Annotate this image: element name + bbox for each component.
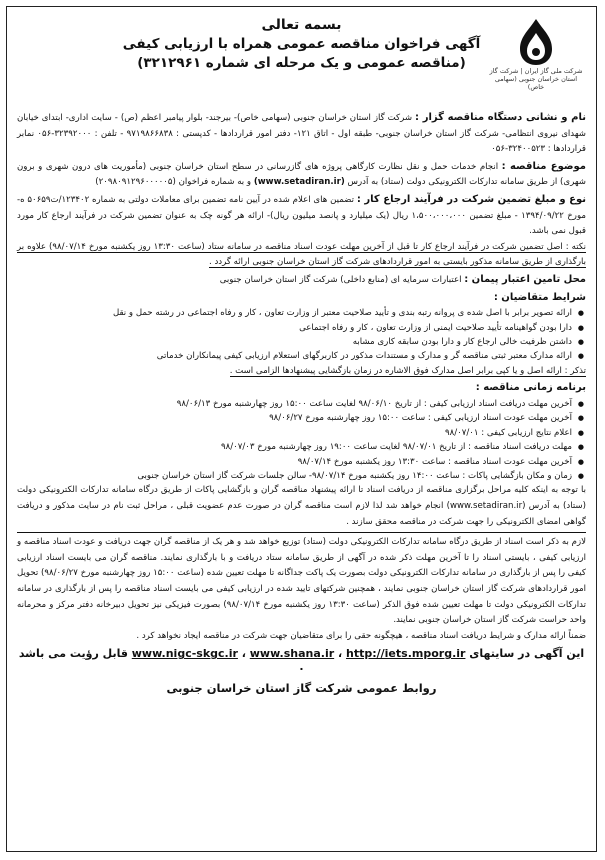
websites-prefix: این آگهی در سایتهای: [469, 647, 585, 661]
flame-icon: [514, 17, 558, 67]
list-item: ● ارائه مدارک معتبر ثبتی مناقصه گر و مدارک و مستندات مذکور در کاربرگهای استعلام ارزیابی کیفی پیمانکاران خدماتی: [17, 349, 572, 363]
guarantee-text: تضمین های اعلام شده در آیین نامه تضمین برای معاملات دولتی به شماره ۱۲۳۴۰۲/ت۵۰۶۵۹ ه- مورخ ۱۳۹۴/۰۹/۲۲ - مبلغ تضمین ۱،۵۰۰،۰۰۰،۰۰۰ ریال (یک میلیارد و پانصد میلیون ریال)- ارائه هر گونه چک به عنوان تضمین شرکت در فرآیند ارجاع کار مورد قبول نمی باشد.: [17, 194, 586, 237]
schedule-list: [17, 397, 586, 483]
websites-suffix: قابل رؤیت می باشد .: [18, 647, 304, 674]
list-item: ● ارائه تصویر برابر با اصل شده ی پروانه رتبه بندی و تأیید صلاحیت معتبر از وزارت تعاون ، کار و رفاه اجتماعی در رشته حمل و نقل: [17, 306, 572, 320]
section-guarantee: [17, 192, 586, 271]
nigc-logo: [486, 17, 586, 91]
subject-text: انجام خدمات حمل و نقل نظارت کارگاهی پروژه های گازرسانی در سطح استان خراسان جنوبی (مأموریت های درون شهری و برون شهری) از طریق سامانه تدارکات الکترونیکی دولت (ستاد) به آدرس: [17, 161, 586, 188]
guarantee-label: نوع و مبلغ تضمین شرکت در فرآیند ارجاع کار :: [356, 193, 586, 205]
list-item: ● آخرین مهلت عودت اسناد ارزیابی کیفی : ساعت ۱۵:۰۰ روز چهارشنبه مورخ ۹۸/۰۶/۲۷: [17, 411, 572, 425]
websites-line: این آگهی در سایتهای www.nigc-skgc.ir ، www.shana.ir ، http://iets.mporg.ir قابل رؤیت می باشد .: [18, 647, 585, 674]
section-subject: [17, 159, 586, 191]
bismillah: بسمه تعالی: [261, 17, 342, 33]
paragraph-delivery: لازم به ذکر است اسناد از طریق درگاه سامانه تدارکات الکترونیکی دولت (ستاد) توزیع خواهد شد و هر یک از مناقصه گران جهت دریافت و عودت اسناد مناقصه و ارزیابی کیفی ، بایستی اسناد را تا آخرین مهلت ذکر شده در آگهی از طریق سامانه ستاد دریافت و با بارگذاری نمایند. مناقصه گران می بایست اسناد ارزیابی کیفی را پس از بارگذاری در سامانه تدارکات الکترونیکی دولت بصورت یک پاکت جداگانه تا مهلت تعیین شده (ساعت ۱۵:۰۰ روز چهارشنبه مورخ ۹۸/۰۶/۲۷) تحویل امور قراردادهای شرکت گاز استان خراسان جنوبی نمایند ، همچنین شرکتهای تایید شده در ارزیابی کیفی می بایست اسناد مناقصه را پس از بارگذاری در سامانه تدارکات الکترونیکی دولت تا مهلت تعیین شده فوق الذکر (ساعت ۱۳:۳۰ روز یکشنبه مورخ ۹۸/۰۷/۱۴) بصورت فیزیکی نیز تحویل دبیرخانه دفتر مرکز و محرمانه واحد حراست شرکت گاز استان خراسان جنوبی نمایند.: [17, 537, 586, 626]
section-funding: [17, 272, 586, 289]
schedule-label: برنامه زمانی مناقصه :: [475, 382, 586, 394]
section-requirements: [17, 290, 586, 380]
subject-text-2: و به شماره فراخوان (۲۰۹۸۰۹۱۲۹۶۰۰۰۰۰۵): [95, 177, 252, 188]
list-item: ● دارا بودن گواهینامه تأیید صلاحیت ایمنی از وزارت تعاون ، کار و رفاه اجتماعی: [17, 321, 572, 335]
logo-caption: شرکت ملی گاز ایران | شرکت گاز استان خراسان جنوبی (سهامی خاص): [489, 67, 583, 91]
paragraph-setad: با توجه به اینکه کلیه مراحل برگزاری مناقصه از دریافت اسناد تا ارائه پیشنهاد مناقصه گران و بازگشایی پاکات از طریق درگاه سامانه تدارکات الکترونیکی دولت (ستاد) به آدرس (www.setadiran.ir) انجام خواهد شد لذا لازم است مناقصه گران در صورت عدم عضویت قبلی ، مراحل ثبت نام در سایت مذکور و دریافت گواهی امضای الکترونیکی را جهت شرکت در مناقصه محقق سازند .: [17, 485, 586, 527]
funding-text: اعتبارات سرمایه ای (منابع داخلی) شرکت گاز استان خراسان جنوبی: [219, 274, 462, 285]
requirements-note: تذکر : ارائه اصل و یا کپی برابر اصل مدارک فوق الاشاره در زمان بازگشایی پیشنهادها الزامی است .: [229, 365, 586, 376]
section-organizer: [17, 110, 586, 158]
list-item: ● اعلام نتایج ارزیابی کیفی : ۹۸/۰۷/۰۱: [17, 426, 572, 440]
link-iets[interactable]: http://iets.mporg.ir: [346, 647, 466, 661]
requirements-label: شرایط متقاضیان :: [493, 291, 586, 303]
tender-notice: [6, 6, 597, 852]
guarantee-note: نکته : اصل تضمین شرکت در فرآیند ارجاع کار تا قبل از آخرین مهلت عودت اسناد مناقصه در سامانه ستاد (ساعت ۱۳:۳۰ روز یکشنبه مورخ ۹۸/۰۷/۱۴) علاوه بر بارگذاری از طریق سامانه مذکور بایستی به امور قراردادهای شرکت گاز استان خراسان جنوبی ارائه گردد .: [17, 241, 587, 268]
link-shana[interactable]: www.shana.ir: [249, 647, 335, 661]
list-item: ● آخرین مهلت دریافت اسناد ارزیابی کیفی : از تاریخ ۹۸/۰۶/۱۰ لغایت ساعت ۱۵:۰۰ روز چهارشنبه مورخ ۹۸/۰۶/۱۳: [17, 397, 572, 411]
notice-subtitle: (مناقصه عمومی و یک مرحله ای شماره ۳۲۱۲۹۶۱): [137, 55, 466, 71]
public-relations-signature: روابط عمومی شرکت گاز استان خراسان جنوبی: [166, 681, 437, 696]
list-item: ● زمان و مکان بازگشایی پاکات : ساعت ۱۴:۰۰ روز یکشنبه مورخ ۹۸/۰۷/۱۴- سالن جلسات شرکت گاز استان خراسان جنوبی: [17, 469, 572, 483]
notice-title: آگهی فراخوان مناقصه عمومی همراه با ارزیابی کیفی: [122, 36, 481, 52]
funding-label: محل تامین اعتبار پیمان :: [464, 273, 586, 285]
organizer-text: شرکت گاز استان خراسان جنوبی (سهامی خاص)- بیرجند- بلوار پیامبر اعظم (ص) - سایت اداری- ابتدای خیابان شهدای نیروی انتظامی- شرکت گاز استان خراسان جنوبی- طبقه اول - اتاق ۱۲۱- دفتر امور قراردادها - کدپستی : ۹۷۱۹۸۶۶۸۳۸ - تلفن : ۳۲۳۹۲۰۰۰-۰۵۶ نمابر قراردادها : ۳۲۴۰۰۵۲۳-۰۵۶: [17, 113, 586, 155]
requirements-list: [17, 306, 586, 364]
subject-label: موضوع مناقصه :: [501, 160, 587, 172]
list-item: ● آخرین مهلت عودت اسناد مناقصه : ساعت ۱۳:۳۰ روز یکشنبه مورخ ۹۸/۰۷/۱۴: [17, 455, 572, 469]
list-item: ● داشتن ظرفیت خالی ارجاع کار و دارا بودن سابقه کاری مشابه: [17, 335, 572, 349]
setad-url[interactable]: (www.setadiran.ir): [253, 177, 345, 188]
link-nigc-skgc[interactable]: www.nigc-skgc.ir: [131, 647, 238, 661]
paragraph-disclaimer: ضمناً ارائه مدارک و شرایط دریافت اسناد مناقصه ، هیچگونه حقی را برای متقاضیان جهت شرکت در مناقصه ایجاد نخواهد کرد .: [136, 630, 586, 641]
section-schedule: [17, 380, 586, 483]
header: [17, 17, 586, 109]
organizer-label: نام و نشانی دستگاه مناقصه گزار :: [415, 112, 586, 123]
list-item: ● مهلت دریافت اسناد مناقصه : از تاریخ ۹۸/۰۷/۰۱ لغایت ساعت ۱۹:۰۰ روز چهارشنبه مورخ ۹۸/۰۷/۰۳: [17, 440, 572, 454]
